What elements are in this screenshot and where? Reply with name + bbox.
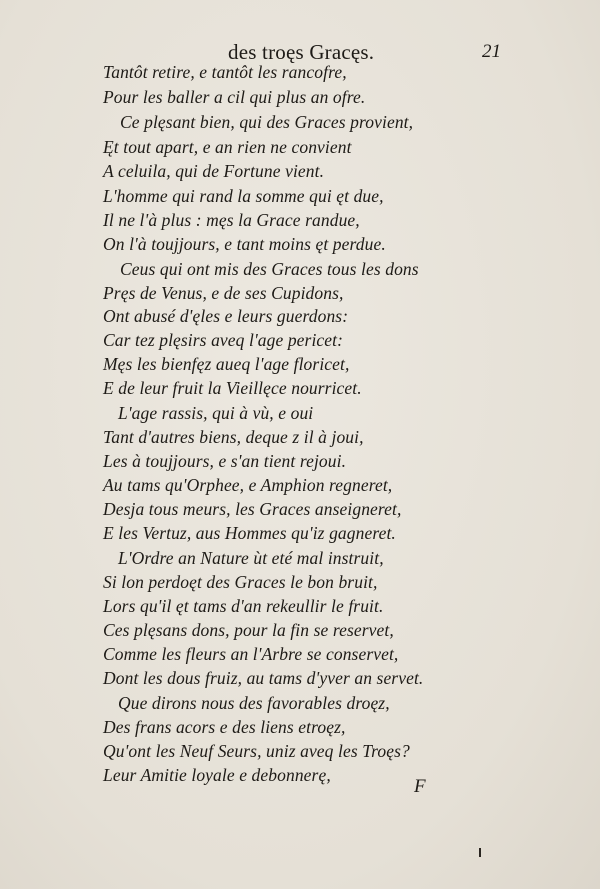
verse-line: E les Vertuz, aus Hommes qu'iz gagneret. bbox=[103, 523, 396, 543]
printer-mark bbox=[479, 848, 481, 857]
running-title: des troęs Gracęs. bbox=[228, 40, 375, 64]
signature-mark: F bbox=[414, 776, 426, 797]
page-number: 21 bbox=[482, 41, 501, 62]
verse-line: Des frans acors e des liens etroęz, bbox=[103, 717, 346, 737]
verse-line: Que dirons nous des favorables droęz, bbox=[118, 693, 390, 713]
verse-line: Car tez plęsirs aveq l'age pericet: bbox=[103, 330, 344, 350]
verse-line: L'Ordre an Nature ùt eté mal instruit, bbox=[118, 548, 384, 568]
verse-line: Au tams qu'Orphee, e Amphion regneret, bbox=[103, 475, 393, 495]
verse-line: Ceus qui ont mis des Graces tous les dons bbox=[120, 259, 419, 279]
verse-line: Ce plęsant bien, qui des Graces provient, bbox=[120, 112, 414, 132]
verse-line: A celuila, qui de Fortune vient. bbox=[103, 161, 325, 181]
verse-line: Comme les fleurs an l'Arbre se conservet, bbox=[103, 644, 399, 664]
verse-line: Ont abusé d'ęles e leurs guerdons: bbox=[103, 306, 349, 326]
verse-line: Tant d'autres biens, deque z il à joui, bbox=[103, 427, 364, 447]
verse-line: Pour les baller a cil qui plus an ofre. bbox=[103, 87, 366, 107]
verse-line: Ces plęsans dons, pour la fin se reservet, bbox=[103, 620, 394, 640]
verse-line: Les à toujjours, e s'an tient rejoui. bbox=[103, 451, 347, 471]
verse-line: Si lon perdoęt des Graces le bon bruit, bbox=[103, 572, 378, 592]
verse-line: Tantôt retire, e tantôt les rancofre, bbox=[103, 62, 347, 82]
verse-line: Męs les bienfęz aueq l'age floricet, bbox=[103, 354, 350, 374]
verse-line: E de leur fruit la Vieillęce nourricet. bbox=[103, 378, 362, 398]
verse-line: L'age rassis, qui à vù, e oui bbox=[118, 403, 314, 423]
verse-line: Qu'ont les Neuf Seurs, uniz aveq les Troęs? bbox=[103, 741, 410, 761]
verse-line: On l'à toujjours, e tant moins ęt perdue. bbox=[103, 234, 386, 254]
verse-line: Pręs de Venus, e de ses Cupidons, bbox=[103, 283, 344, 303]
verse-line: Leur Amitie loyale e debonnerę, bbox=[103, 765, 331, 785]
verse-line: Il ne l'à plus : męs la Grace randue, bbox=[103, 210, 360, 230]
verse-line: Ęt tout apart, e an rien ne convient bbox=[103, 137, 352, 157]
verse-line: Lors qu'il ęt tams d'an rekeullir le fruit. bbox=[103, 596, 384, 616]
verse-line: L'homme qui rand la somme qui ęt due, bbox=[103, 186, 384, 206]
bleed-through-text bbox=[440, 240, 580, 660]
verse-line: Desja tous meurs, les Graces anseigneret, bbox=[103, 499, 402, 519]
verse-line: Dont les dous fruiz, au tams d'yver an servet. bbox=[103, 668, 424, 688]
